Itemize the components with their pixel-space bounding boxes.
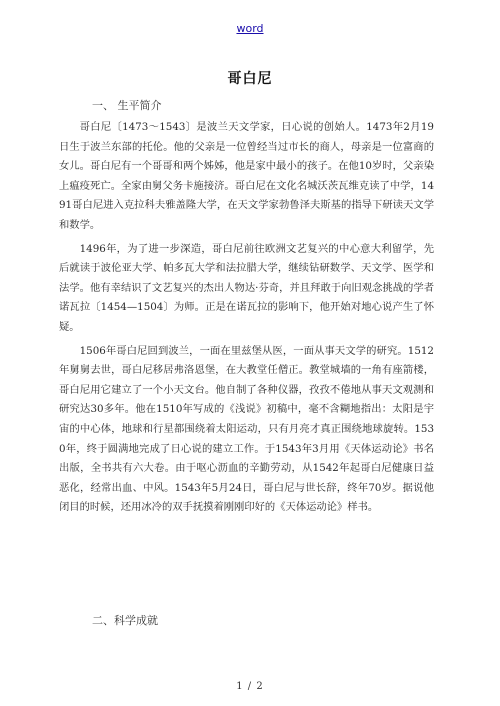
section-heading-achievements: 二、科学成就 xyxy=(92,614,158,627)
section-heading-biography: 一、 生平简介 xyxy=(92,99,162,112)
header-word-link[interactable]: word xyxy=(236,22,264,35)
paragraph-2: 1496年，为了进一步深造，哥白尼前往欧洲文艺复兴的中心意大利留学，先后就读于波伦亚大学、帕多瓦大学和法拉腊大学，继续钻研数学、天文学、医学和法学。他有幸结识了文艺复兴的杰出人物达·芬奇，并且拜敢于向旧观念挑战的学者诺瓦拉〔1454—1504〕为师。正是在诺瓦拉的影响下，他开始对地心说产生了怀疑。 xyxy=(59,242,434,333)
page-indicator: 1 / 2 xyxy=(236,681,264,692)
document-body xyxy=(59,118,434,522)
page-title: 哥白尼 xyxy=(227,71,273,87)
paragraph-1: 哥白尼〔1473～1543〕是波兰天文学家，日心说的创始人。1473年2月19日生于波兰东部的托伦。他的父亲是一位曾经当过市长的商人，母亲是一位富商的女儿。哥白尼有一个哥哥和两个姊姊，他是家中最小的孩子。在他10岁时，父亲染上瘟疫死亡。全家由舅父务卡施接济。哥白尼在文化名城沃茨瓦维克读了中学，1491哥白尼进入克拉科夫雅盖隆大学，在天文学家勃鲁泽夫斯基的指导下研读天文学和数学。 xyxy=(59,121,434,231)
paragraph-3: 1506年哥白尼回到波兰，一面在里兹堡从医，一面从事天文学的研究。1512年舅舅去世，哥白尼移居弗洛恩堡，在大教堂任僧正。教堂城墙的一角有座箭楼，哥白尼用它建立了一个小天文台。他自制了各种仪器，孜孜不倦地从事天文观测和研究达30多年。他在1510年写成的《浅说》初稿中，毫不含糊地指出：太阳是宇宙的中心体，地球和行星都围绕着太阳运动，只有月亮才真正围绕地球旋转。1530年，终于圆满地完成了日心说的建立工作。于1543年3月用《天体运动论》书名出版，全书共有六大卷。由于呕心沥血的辛勤劳动，从1542年起哥白尼健康日益恶化，经常出血、中风。1543年5月24日，哥白尼与世长辞，终年70岁。据说他闭目的时候，还用冰冷的双手抚摸着刚刚印好的《天体运动论》样书。 xyxy=(59,344,434,514)
